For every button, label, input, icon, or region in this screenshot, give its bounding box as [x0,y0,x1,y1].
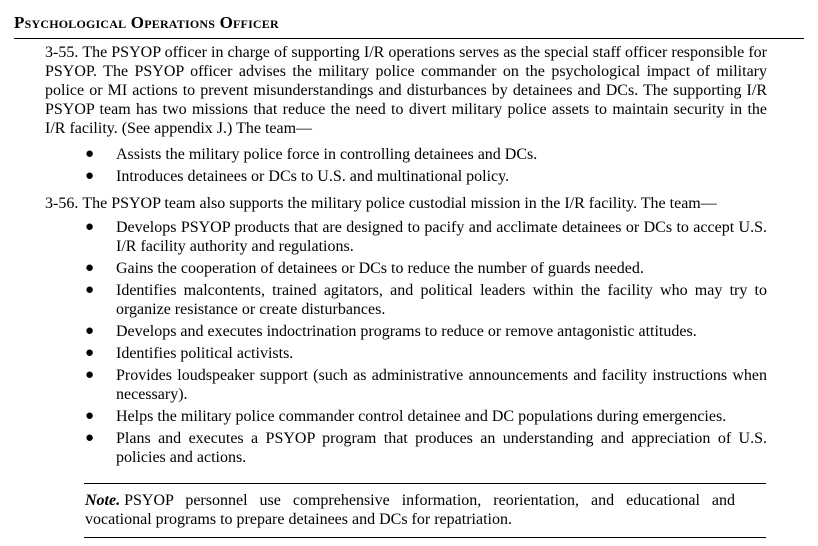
list-item: ● Develops and executes indoctrination programs to reduce or remove antagonistic attitudes. [85,323,697,340]
list-item: ● Develops PSYOP products that are designed to pacify and acclimate detainees or DCs to accept U.S. I/R facility authority and regulations. [85,219,767,255]
bullet-icon: ● [85,146,95,162]
note-text: PSYOP personnel use comprehensive information, reorientation, and educational and vocational programs to prepare detainees and DCs for repatriation. [85,492,735,528]
list-item: ● Helps the military police commander control detainee and DC populations during emergencies. [85,408,727,425]
note-label: Note. [85,492,121,509]
paragraph-text: The PSYOP team also supports the military police custodial mission in the I/R facility. The team— [82,195,717,212]
note-top-rule [84,483,766,484]
bullet-icon: ● [85,367,95,383]
bullet-icon: ● [85,168,95,184]
bullet-icon: ● [85,260,95,276]
bullet-icon: ● [85,323,95,339]
list-item: ● Plans and executes a PSYOP program that produces an understanding and appreciation of U.S. policies and actions. [85,430,767,466]
note-bottom-rule [84,537,766,538]
list-item: ● Gains the cooperation of detainees or DCs to reduce the number of guards needed. [85,260,644,277]
bullet-icon: ● [85,219,95,235]
section-heading: Psychological Operations Officer [14,13,279,32]
bullet-icon: ● [85,430,95,446]
list-item: ● Assists the military police force in controlling detainees and DCs. [85,146,538,163]
note-block [85,491,735,529]
bullet-list-3-55 [85,145,767,189]
paragraph-number: 3-55. [45,44,79,61]
bullet-icon: ● [85,282,95,298]
heading-divider [14,38,804,39]
list-item: ● Introduces detainees or DCs to U.S. and multinational policy. [85,168,510,185]
bullet-list-3-56 [85,218,767,470]
bullet-icon: ● [85,408,95,424]
paragraph-3-56 [45,194,767,213]
list-item: ● Provides loudspeaker support (such as administrative announcements and facility instructions when necessary). [85,367,767,403]
paragraph-3-55 [45,43,767,138]
paragraph-text: The PSYOP officer in charge of supporting I/R operations serves as the special staff officer responsible for PSYOP. The PSYOP officer advises the military police commander on the psychological impact of military police or MI actions to prevent misunderstandings and disturbances by detainees and DCs. The supporting I/R PSYOP team has two missions that reduce the need to divert military police assets to maintain security in the I/R facility. (See appendix J.) The team— [45,44,767,137]
paragraph-number: 3-56. [45,195,79,212]
list-item: ● Identifies political activists. [85,345,294,362]
list-item: ● Identifies malcontents, trained agitators, and political leaders within the facility who may try to organize resistance or create disturbances. [85,282,767,318]
bullet-icon: ● [85,345,95,361]
